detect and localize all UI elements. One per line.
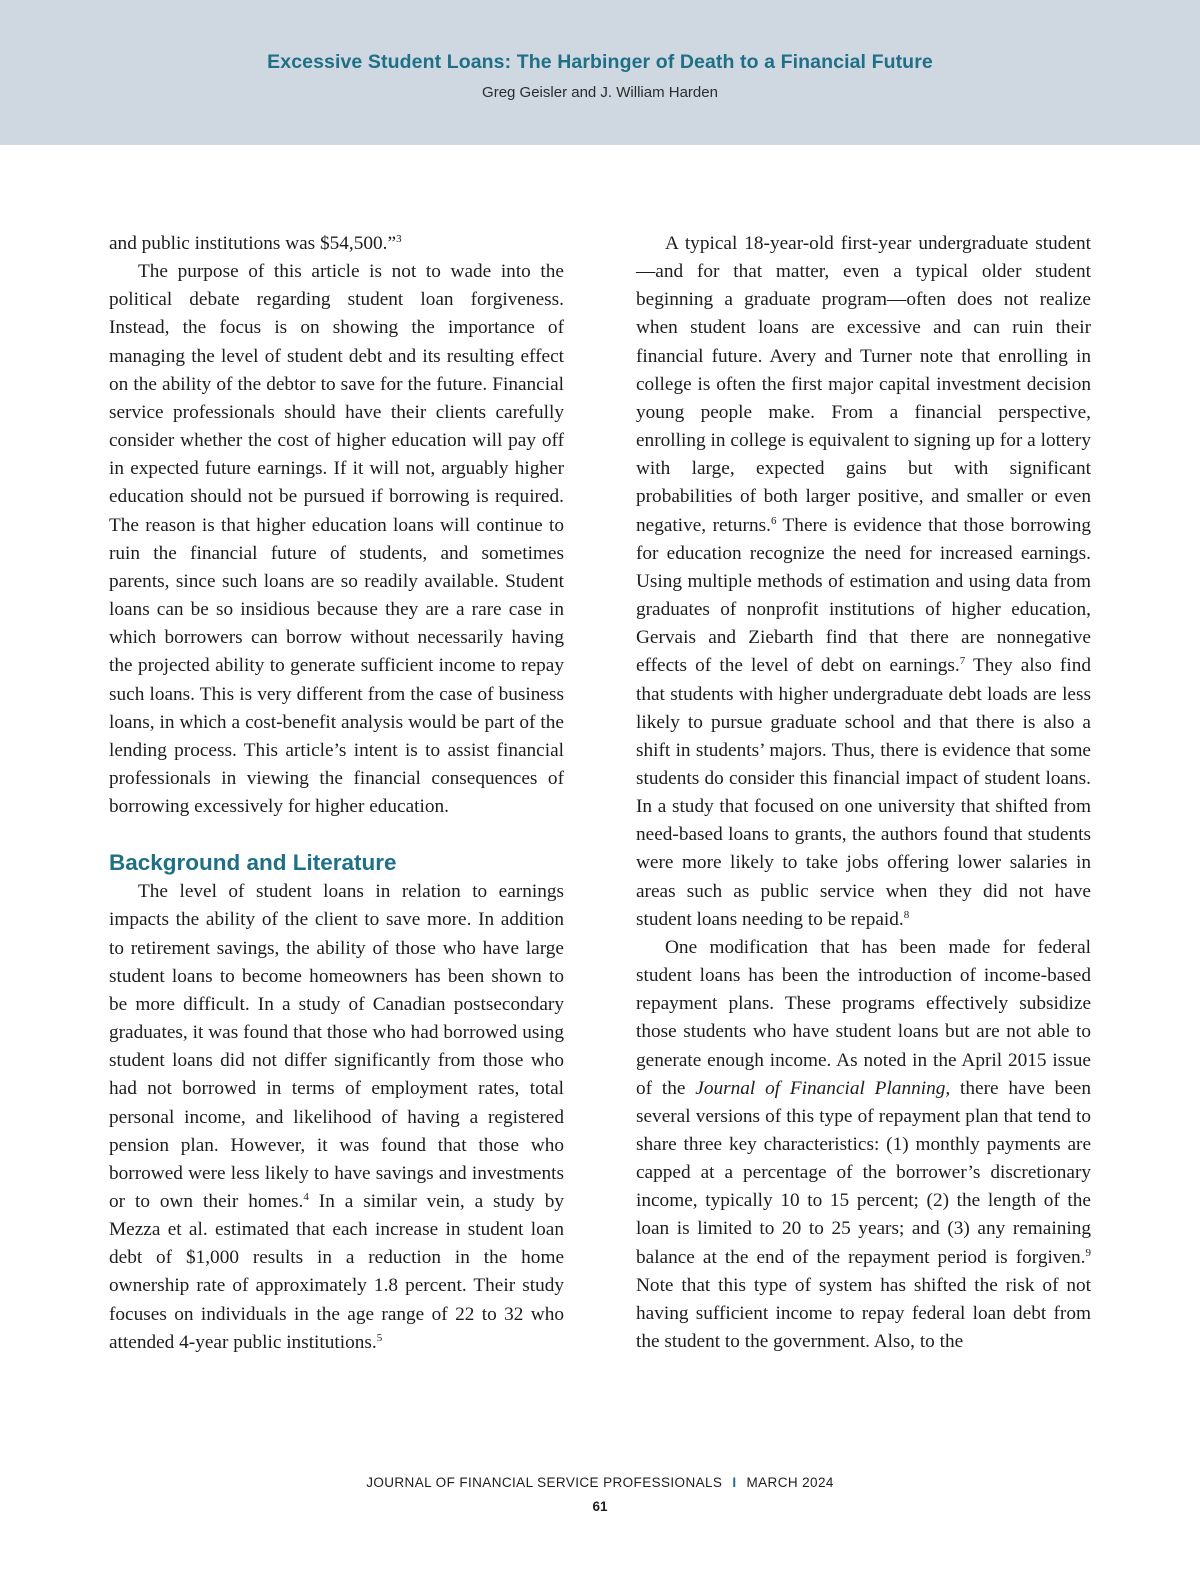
paragraph: and public institutions was $54,500.”$^3$ [109,233,402,254]
paragraph: The purpose of this article is not to wade into the political debate regarding student loan forgiveness. Instead, the focus is on showing the importance of managing the level of student debt and its resulting effect on the ability of the debtor to save for the future. Financial service professionals should have their clients carefully consider whether the cost of higher education will pay off in expected future earnings. If it will not, arguably higher education should not be pursued if borrowing is required. The reason is that higher education loans will continue to ruin the financial future of students, and sometimes parents, since such loans are so readily available. Student loans can be so insidious because they are a rare case in which borrowers can borrow without necessarily having the projected ability to generate sufficient income to repay such loans. This is very different from the case of business loans, in which a cost-benefit analysis would be part of the lending process. This article’s intent is to assist financial professionals in viewing the financial consequences of borrowing excessively for higher education. [109,261,564,818]
article-title: Excessive Student Loans: The Harbinger of Death to a Financial Future [267,51,933,73]
paragraph: One modification that has been made for federal student loans has been the introduction of income-based repayment plans. These programs effectively subsidize those students who have student loans but are not able to generate enough income. As noted in the April 2015 issue of the Journal of Financial Planning, there have been several versions of this type of repayment plan that tend to share three key characteristics: (1) monthly payments are capped at a percentage of the borrower’s discretionary income, typically 10 to 15 percent; (2) the length of the loan is limited to 20 to 25 years; and (3) any remaining balance at the end of the repayment period is forgiven.$^9$ Note that this type of system has shifted the risk of not having sufficient income to repay federal loan debt from the student to the government. Also, to the [636,936,1091,1353]
page-number: 61 [592,1499,608,1514]
journal-title: JOURNAL OF FINANCIAL SERVICE PROFESSIONALS [366,1475,723,1490]
footnote-ref[interactable]: 5 [376,1331,383,1344]
footnote-ref[interactable]: 8 [903,908,910,921]
article-authors: Greg Geisler and J. William Harden [482,84,718,101]
footer-separator: I [732,1475,737,1490]
issue-date: MARCH 2024 [746,1475,834,1490]
paragraph: The level of student loans in relation to earnings impacts the ability of the client to save more. In addition to retirement savings, the ability of those who have large student loans to become homeowners has been shown to be more difficult. In a study of Canadian postsecondary graduates, it was found that those who had borrowed using student loans did not differ significantly from those who had not borrowed in terms of employment rates, total personal income, and likelihood of having a registered pension plan. However, it was found that those who borrowed were less likely to have savings and investments or to own their homes.$^4$ In a similar vein, a study by Mezza et al. estimated that each increase in student loan debt of $1,000 results in a reduction in the home ownership rate of approximately 1.8 percent. Their study focuses on individuals in the age range of 22 to 32 who attended 4-year public institutions.$^5$ [109,881,564,1353]
footer-journal-line [0,1475,1200,1490]
left-column [109,230,564,1357]
header-band [0,0,1200,145]
footnote-ref[interactable]: 9 [1085,1246,1091,1259]
section-heading: Background and Literature [109,850,397,876]
journal-name: Journal of Financial Planning, [695,1077,951,1099]
right-column [636,230,1091,1356]
paragraph: A typical 18-year-old first-year undergraduate student—and for that matter, even a typical older student beginning a graduate program—often does not realize when student loans are excessive and can ruin their financial future. Avery and Turner note that enrolling in college is often the first major capital investment decision young people make. From a financial perspective, enrolling in college is equivalent to signing up for a lottery with large, expected gains but with significant probabilities of both larger positive, and smaller or even negative, returns.$^6$ There is evidence that those borrowing for education recognize the need for increased earnings. Using multiple methods of estimation and using data from graduates of nonprofit institutions of higher education, Gervais and Ziebarth find that there are nonnegative effects of the level of debt on earnings.$^7$ They also find that students with higher undergraduate debt loads are less likely to pursue graduate school and that there is also a shift in students’ majors. Thus, there is evidence that some students do consider this financial impact of student loans. In a study that focused on one university that shifted from need-based loans to grants, the authors found that students were more likely to take jobs offering lower salaries in areas such as public service when they did not have student loans needing to be repaid.$^8$ [636,233,1091,930]
footnote-ref[interactable]: 3 [396,233,402,245]
footnote-ref[interactable]: 4 [303,1191,309,1203]
footnote-ref[interactable]: 6 [770,514,777,527]
footnote-ref[interactable]: 7 [959,655,966,668]
